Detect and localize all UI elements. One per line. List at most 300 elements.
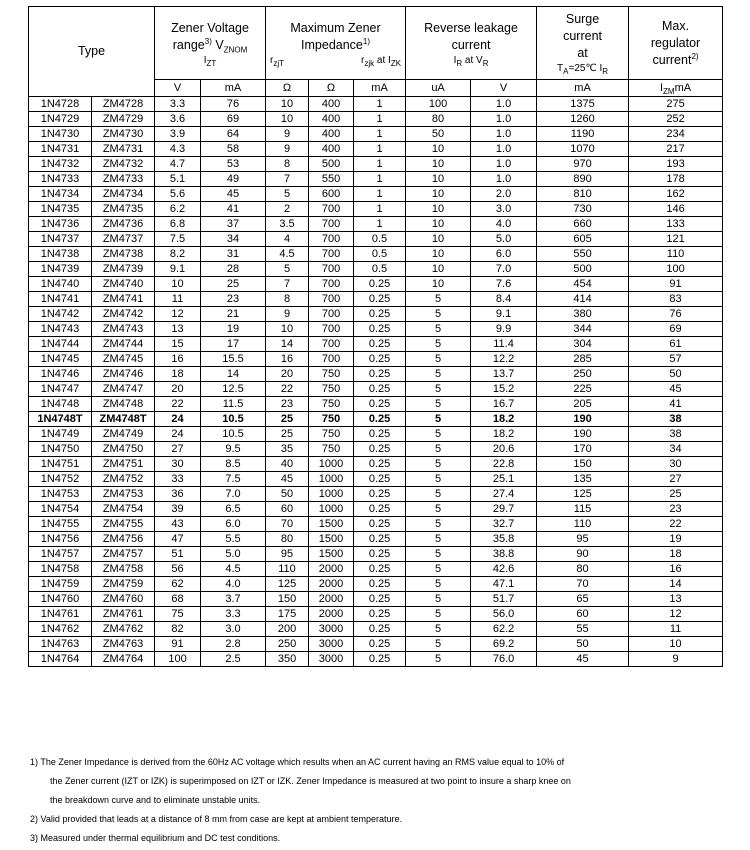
- cell-izk: 0.25: [354, 607, 406, 622]
- cell-rzjk: 700: [309, 232, 354, 247]
- table-row: [29, 322, 723, 337]
- unit-ir: uA: [406, 80, 471, 97]
- cell-rzjt: 22: [266, 382, 309, 397]
- header-ir-sub: R: [456, 58, 463, 68]
- cell-rzjk: 1000: [309, 457, 354, 472]
- cell-izt: 6.5: [201, 502, 266, 517]
- header-surge-line3: at: [577, 46, 588, 60]
- header-surge-condition: [537, 62, 628, 75]
- header-max-impedance: [266, 7, 406, 80]
- cell-rzjk: 3000: [309, 652, 354, 667]
- cell-vr: 9.1: [471, 307, 537, 322]
- cell-izk: 0.25: [354, 382, 406, 397]
- cell-izm: 162: [629, 187, 723, 202]
- cell-type-1n: 1N4747: [29, 382, 92, 397]
- cell-vz-nom: 56: [155, 562, 201, 577]
- cell-rzjt: 4.5: [266, 247, 309, 262]
- header-max-impedance-line2: [266, 37, 405, 54]
- header-reverse-line1: Reverse leakage: [424, 20, 518, 35]
- cell-rzjt: 50: [266, 487, 309, 502]
- cell-izm: 100: [629, 262, 723, 277]
- cell-izk: 0.5: [354, 232, 406, 247]
- cell-vr: 38.8: [471, 547, 537, 562]
- cell-izt: 64: [201, 127, 266, 142]
- cell-type-1n: 1N4744: [29, 337, 92, 352]
- cell-type-zm: ZM4750: [92, 442, 155, 457]
- cell-type-1n: 1N4755: [29, 517, 92, 532]
- cell-vr: 42.6: [471, 562, 537, 577]
- unit-izm-ma: mA: [674, 81, 692, 94]
- cell-ir: 5: [406, 472, 471, 487]
- cell-izt: 9.5: [201, 442, 266, 457]
- cell-type-zm: ZM4728: [92, 97, 155, 112]
- cell-rzjt: 3.5: [266, 217, 309, 232]
- header-zv-symbol-sub: ZNOM: [223, 45, 248, 54]
- table-row: [29, 127, 723, 142]
- cell-surge-current: 65: [537, 592, 629, 607]
- cell-type-zm: ZM4746: [92, 367, 155, 382]
- cell-izt: 2.5: [201, 652, 266, 667]
- header-surge-ta: T: [557, 63, 564, 74]
- cell-izk: 0.25: [354, 577, 406, 592]
- table-row: [29, 292, 723, 307]
- cell-surge-current: 1260: [537, 112, 629, 127]
- header-rzjt: [270, 54, 284, 67]
- cell-izt: 11.5: [201, 397, 266, 412]
- cell-vr: 51.7: [471, 592, 537, 607]
- cell-izm: 234: [629, 127, 723, 142]
- cell-rzjt: 25: [266, 412, 309, 427]
- cell-surge-current: 660: [537, 217, 629, 232]
- cell-vz-nom: 11: [155, 292, 201, 307]
- table-row: [29, 517, 723, 532]
- cell-vr: 22.8: [471, 457, 537, 472]
- header-surge: [537, 7, 629, 80]
- cell-rzjt: 95: [266, 547, 309, 562]
- cell-rzjt: 250: [266, 637, 309, 652]
- cell-izk: 0.5: [354, 262, 406, 277]
- cell-rzjk: 2000: [309, 592, 354, 607]
- cell-izt: 19: [201, 322, 266, 337]
- cell-type-1n: 1N4743: [29, 322, 92, 337]
- cell-surge-current: 1070: [537, 142, 629, 157]
- cell-izk: 1: [354, 127, 406, 142]
- header-impedance-symbols: [266, 54, 405, 67]
- cell-rzjk: 700: [309, 202, 354, 217]
- table-row: [29, 172, 723, 187]
- cell-rzjt: 7: [266, 277, 309, 292]
- cell-ir: 5: [406, 442, 471, 457]
- table-row: [29, 112, 723, 127]
- cell-type-1n: 1N4731: [29, 142, 92, 157]
- cell-surge-current: 1375: [537, 97, 629, 112]
- cell-izk: 1: [354, 157, 406, 172]
- cell-ir: 80: [406, 112, 471, 127]
- table-row: [29, 532, 723, 547]
- cell-type-1n: 1N4748: [29, 397, 92, 412]
- table-row: [29, 562, 723, 577]
- cell-surge-current: 190: [537, 412, 629, 427]
- cell-rzjk: 700: [309, 322, 354, 337]
- cell-type-1n: 1N4746: [29, 367, 92, 382]
- unit-vr: V: [471, 80, 537, 97]
- cell-rzjt: 110: [266, 562, 309, 577]
- cell-surge-current: 890: [537, 172, 629, 187]
- cell-rzjt: 10: [266, 322, 309, 337]
- cell-type-1n: 1N4728: [29, 97, 92, 112]
- cell-izk: 0.25: [354, 337, 406, 352]
- cell-vz-nom: 33: [155, 472, 201, 487]
- table-row: [29, 277, 723, 292]
- cell-type-1n: 1N4737: [29, 232, 92, 247]
- cell-type-zm: ZM4741: [92, 292, 155, 307]
- cell-izk: 1: [354, 112, 406, 127]
- cell-type-1n: 1N4756: [29, 532, 92, 547]
- cell-izk: 0.25: [354, 622, 406, 637]
- cell-vr: 69.2: [471, 637, 537, 652]
- cell-rzjk: 1500: [309, 547, 354, 562]
- header-imp-footnote: 1): [362, 36, 371, 46]
- zener-spec-table: [28, 6, 723, 667]
- cell-izm: 121: [629, 232, 723, 247]
- cell-izm: 23: [629, 502, 723, 517]
- cell-izm: 30: [629, 457, 723, 472]
- cell-rzjt: 14: [266, 337, 309, 352]
- cell-rzjk: 700: [309, 262, 354, 277]
- unit-rzjk: Ω: [309, 80, 354, 97]
- cell-type-1n: 1N4734: [29, 187, 92, 202]
- header-surge-ir-sub: R: [602, 67, 609, 76]
- cell-surge-current: 550: [537, 247, 629, 262]
- cell-izm: 275: [629, 97, 723, 112]
- cell-izm: 69: [629, 322, 723, 337]
- cell-izk: 0.25: [354, 412, 406, 427]
- cell-izk: 0.25: [354, 517, 406, 532]
- cell-ir: 5: [406, 307, 471, 322]
- cell-izt: 6.0: [201, 517, 266, 532]
- cell-rzjk: 750: [309, 367, 354, 382]
- cell-ir: 5: [406, 652, 471, 667]
- table-row: [29, 382, 723, 397]
- cell-rzjt: 9: [266, 142, 309, 157]
- cell-izt: 4.0: [201, 577, 266, 592]
- cell-type-1n: 1N4739: [29, 262, 92, 277]
- cell-type-zm: ZM4756: [92, 532, 155, 547]
- cell-rzjk: 1000: [309, 472, 354, 487]
- table-row: [29, 607, 723, 622]
- cell-vz-nom: 30: [155, 457, 201, 472]
- cell-izt: 31: [201, 247, 266, 262]
- cell-vz-nom: 12: [155, 307, 201, 322]
- cell-surge-current: 605: [537, 232, 629, 247]
- cell-type-zm: ZM4760: [92, 592, 155, 607]
- cell-rzjt: 150: [266, 592, 309, 607]
- cell-ir: 5: [406, 532, 471, 547]
- cell-ir: 5: [406, 517, 471, 532]
- cell-izm: 38: [629, 412, 723, 427]
- cell-vz-nom: 27: [155, 442, 201, 457]
- cell-vz-nom: 5.1: [155, 172, 201, 187]
- cell-izm: 110: [629, 247, 723, 262]
- cell-izt: 69: [201, 112, 266, 127]
- cell-izt: 7.0: [201, 487, 266, 502]
- cell-ir: 5: [406, 487, 471, 502]
- cell-ir: 5: [406, 397, 471, 412]
- header-maxreg-line1: Max.: [662, 18, 690, 33]
- cell-rzjk: 600: [309, 187, 354, 202]
- header-at-vr: at V: [462, 54, 483, 66]
- cell-surge-current: 60: [537, 607, 629, 622]
- cell-type-zm: ZM4737: [92, 232, 155, 247]
- cell-vz-nom: 75: [155, 607, 201, 622]
- cell-vr: 1.0: [471, 127, 537, 142]
- unit-izt: mA: [201, 80, 266, 97]
- cell-type-zm: ZM4732: [92, 157, 155, 172]
- cell-izk: 0.25: [354, 367, 406, 382]
- footnote-line: 2) Valid provided that leads at a distance of 8 mm from case are kept at ambient temperature.: [30, 814, 403, 824]
- footnote-line: the Zener current (IZT or IZK) is superimposed on IZT or IZK. Zener Impedance is measured at two point to insure a sharp knee on: [50, 776, 571, 786]
- cell-type-zm: ZM4751: [92, 457, 155, 472]
- table-row: [29, 337, 723, 352]
- table-row: [29, 367, 723, 382]
- unit-rzjt: Ω: [266, 80, 309, 97]
- cell-vr: 3.0: [471, 202, 537, 217]
- cell-surge-current: 344: [537, 322, 629, 337]
- cell-type-zm: ZM4763: [92, 637, 155, 652]
- cell-type-zm: ZM4739: [92, 262, 155, 277]
- cell-rzjt: 125: [266, 577, 309, 592]
- cell-izm: 83: [629, 292, 723, 307]
- cell-rzjk: 3000: [309, 622, 354, 637]
- cell-surge-current: 285: [537, 352, 629, 367]
- cell-type-zm: ZM4752: [92, 472, 155, 487]
- cell-surge-current: 970: [537, 157, 629, 172]
- header-ir: I: [453, 54, 457, 66]
- cell-rzjk: 400: [309, 142, 354, 157]
- cell-izk: 0.25: [354, 592, 406, 607]
- cell-vr: 32.7: [471, 517, 537, 532]
- cell-surge-current: 205: [537, 397, 629, 412]
- cell-vz-nom: 36: [155, 487, 201, 502]
- cell-rzjt: 45: [266, 472, 309, 487]
- cell-vr: 13.7: [471, 367, 537, 382]
- header-rzjk-sub: zjk: [364, 58, 375, 68]
- cell-rzjt: 5: [266, 187, 309, 202]
- cell-surge-current: 380: [537, 307, 629, 322]
- cell-rzjk: 1000: [309, 502, 354, 517]
- table-row: [29, 442, 723, 457]
- cell-rzjt: 16: [266, 352, 309, 367]
- cell-vz-nom: 82: [155, 622, 201, 637]
- cell-rzjk: 3000: [309, 637, 354, 652]
- cell-surge-current: 95: [537, 532, 629, 547]
- cell-izt: 45: [201, 187, 266, 202]
- cell-rzjt: 8: [266, 292, 309, 307]
- cell-vz-nom: 8.2: [155, 247, 201, 262]
- table-row: [29, 502, 723, 517]
- cell-type-1n: 1N4729: [29, 112, 92, 127]
- table-row: [29, 157, 723, 172]
- cell-type-zm: ZM4753: [92, 487, 155, 502]
- cell-vz-nom: 7.5: [155, 232, 201, 247]
- cell-ir: 10: [406, 232, 471, 247]
- cell-surge-current: 55: [537, 622, 629, 637]
- cell-vr: 29.7: [471, 502, 537, 517]
- cell-surge-current: 110: [537, 517, 629, 532]
- cell-surge-current: 115: [537, 502, 629, 517]
- cell-vz-nom: 18: [155, 367, 201, 382]
- cell-type-1n: 1N4753: [29, 487, 92, 502]
- cell-vr: 12.2: [471, 352, 537, 367]
- header-zv-symbol: V: [211, 37, 224, 52]
- table-row: [29, 97, 723, 112]
- cell-vz-nom: 68: [155, 592, 201, 607]
- cell-type-1n: 1N4762: [29, 622, 92, 637]
- cell-izk: 0.25: [354, 427, 406, 442]
- cell-izt: 5.5: [201, 532, 266, 547]
- header-maxreg-footnote: 2): [691, 51, 699, 61]
- unit-surge: mA: [537, 80, 629, 97]
- cell-izm: 50: [629, 367, 723, 382]
- cell-vz-nom: 6.8: [155, 217, 201, 232]
- table-row: [29, 187, 723, 202]
- cell-type-zm: ZM4740: [92, 277, 155, 292]
- cell-izm: 57: [629, 352, 723, 367]
- cell-rzjt: 40: [266, 457, 309, 472]
- cell-vr: 18.2: [471, 412, 537, 427]
- cell-izm: 11: [629, 622, 723, 637]
- cell-vz-nom: 4.7: [155, 157, 201, 172]
- cell-surge-current: 225: [537, 382, 629, 397]
- header-rzjk-r: r: [361, 54, 365, 66]
- cell-vz-nom: 10: [155, 277, 201, 292]
- table-row: [29, 637, 723, 652]
- header-surge-line2: current: [563, 29, 602, 43]
- cell-rzjk: 1000: [309, 487, 354, 502]
- cell-vr: 25.1: [471, 472, 537, 487]
- cell-rzjt: 9: [266, 307, 309, 322]
- cell-izm: 19: [629, 532, 723, 547]
- cell-izt: 10.5: [201, 427, 266, 442]
- cell-surge-current: 70: [537, 577, 629, 592]
- cell-vr: 1.0: [471, 142, 537, 157]
- cell-vz-nom: 6.2: [155, 202, 201, 217]
- cell-vr: 2.0: [471, 187, 537, 202]
- cell-type-zm: ZM4745: [92, 352, 155, 367]
- cell-type-1n: 1N4741: [29, 292, 92, 307]
- table-row: [29, 397, 723, 412]
- cell-vz-nom: 15: [155, 337, 201, 352]
- cell-izm: 14: [629, 577, 723, 592]
- table-row: [29, 412, 723, 427]
- cell-vz-nom: 24: [155, 412, 201, 427]
- cell-vr: 15.2: [471, 382, 537, 397]
- cell-vz-nom: 3.3: [155, 97, 201, 112]
- cell-surge-current: 150: [537, 457, 629, 472]
- cell-type-1n: 1N4754: [29, 502, 92, 517]
- cell-izt: 2.8: [201, 637, 266, 652]
- cell-vr: 1.0: [471, 97, 537, 112]
- table-row: [29, 457, 723, 472]
- cell-vz-nom: 91: [155, 637, 201, 652]
- cell-vr: 62.2: [471, 622, 537, 637]
- header-type-label: Type: [77, 44, 106, 58]
- cell-type-1n: 1N4735: [29, 202, 92, 217]
- cell-rzjt: 2: [266, 202, 309, 217]
- cell-type-1n: 1N4733: [29, 172, 92, 187]
- header-maxreg-line2: regulator: [650, 35, 701, 50]
- cell-rzjk: 700: [309, 247, 354, 262]
- cell-surge-current: 135: [537, 472, 629, 487]
- cell-izm: 193: [629, 157, 723, 172]
- cell-izm: 76: [629, 307, 723, 322]
- cell-ir: 10: [406, 142, 471, 157]
- header-zener-voltage-line2: [155, 37, 265, 54]
- header-max-impedance-line1: Maximum Zener: [290, 20, 381, 35]
- header-reverse-leakage: [406, 7, 537, 80]
- cell-type-zm: ZM4747: [92, 382, 155, 397]
- cell-ir: 5: [406, 607, 471, 622]
- cell-type-1n: 1N4750: [29, 442, 92, 457]
- cell-izk: 1: [354, 97, 406, 112]
- cell-izk: 0.25: [354, 487, 406, 502]
- cell-type-zm: ZM4748T: [92, 412, 155, 427]
- header-reverse-symbols: [406, 54, 536, 67]
- cell-ir: 5: [406, 622, 471, 637]
- cell-vr: 7.6: [471, 277, 537, 292]
- cell-rzjk: 1500: [309, 517, 354, 532]
- cell-rzjk: 1500: [309, 532, 354, 547]
- cell-type-zm: ZM4742: [92, 307, 155, 322]
- cell-rzjk: 750: [309, 442, 354, 457]
- cell-izt: 49: [201, 172, 266, 187]
- header-type: [29, 7, 155, 97]
- cell-surge-current: 810: [537, 187, 629, 202]
- cell-vz-nom: 5.6: [155, 187, 201, 202]
- cell-surge-current: 45: [537, 652, 629, 667]
- cell-izt: 3.3: [201, 607, 266, 622]
- cell-vz-nom: 3.6: [155, 112, 201, 127]
- table-row: [29, 217, 723, 232]
- cell-rzjt: 7: [266, 172, 309, 187]
- cell-izk: 0.25: [354, 457, 406, 472]
- cell-rzjk: 750: [309, 427, 354, 442]
- cell-izm: 252: [629, 112, 723, 127]
- cell-type-zm: ZM4754: [92, 502, 155, 517]
- unit-izm-sub: ZM: [663, 86, 675, 96]
- table-row: [29, 592, 723, 607]
- cell-surge-current: 250: [537, 367, 629, 382]
- table-body: [29, 97, 723, 667]
- cell-rzjk: 2000: [309, 577, 354, 592]
- cell-type-zm: ZM4759: [92, 577, 155, 592]
- cell-ir: 5: [406, 637, 471, 652]
- table-row: [29, 652, 723, 667]
- cell-izk: 0.25: [354, 532, 406, 547]
- cell-rzjk: 2000: [309, 562, 354, 577]
- cell-vz-nom: 100: [155, 652, 201, 667]
- table-row: [29, 232, 723, 247]
- header-row: [29, 7, 723, 80]
- cell-vz-nom: 47: [155, 532, 201, 547]
- cell-vz-nom: 13: [155, 322, 201, 337]
- footnote-line: 3) Measured under thermal equilibrium and DC test conditions.: [30, 833, 281, 843]
- header-maxreg-line3: [629, 52, 722, 69]
- cell-rzjt: 10: [266, 97, 309, 112]
- cell-izk: 1: [354, 202, 406, 217]
- cell-vz-nom: 9.1: [155, 262, 201, 277]
- cell-izk: 0.25: [354, 352, 406, 367]
